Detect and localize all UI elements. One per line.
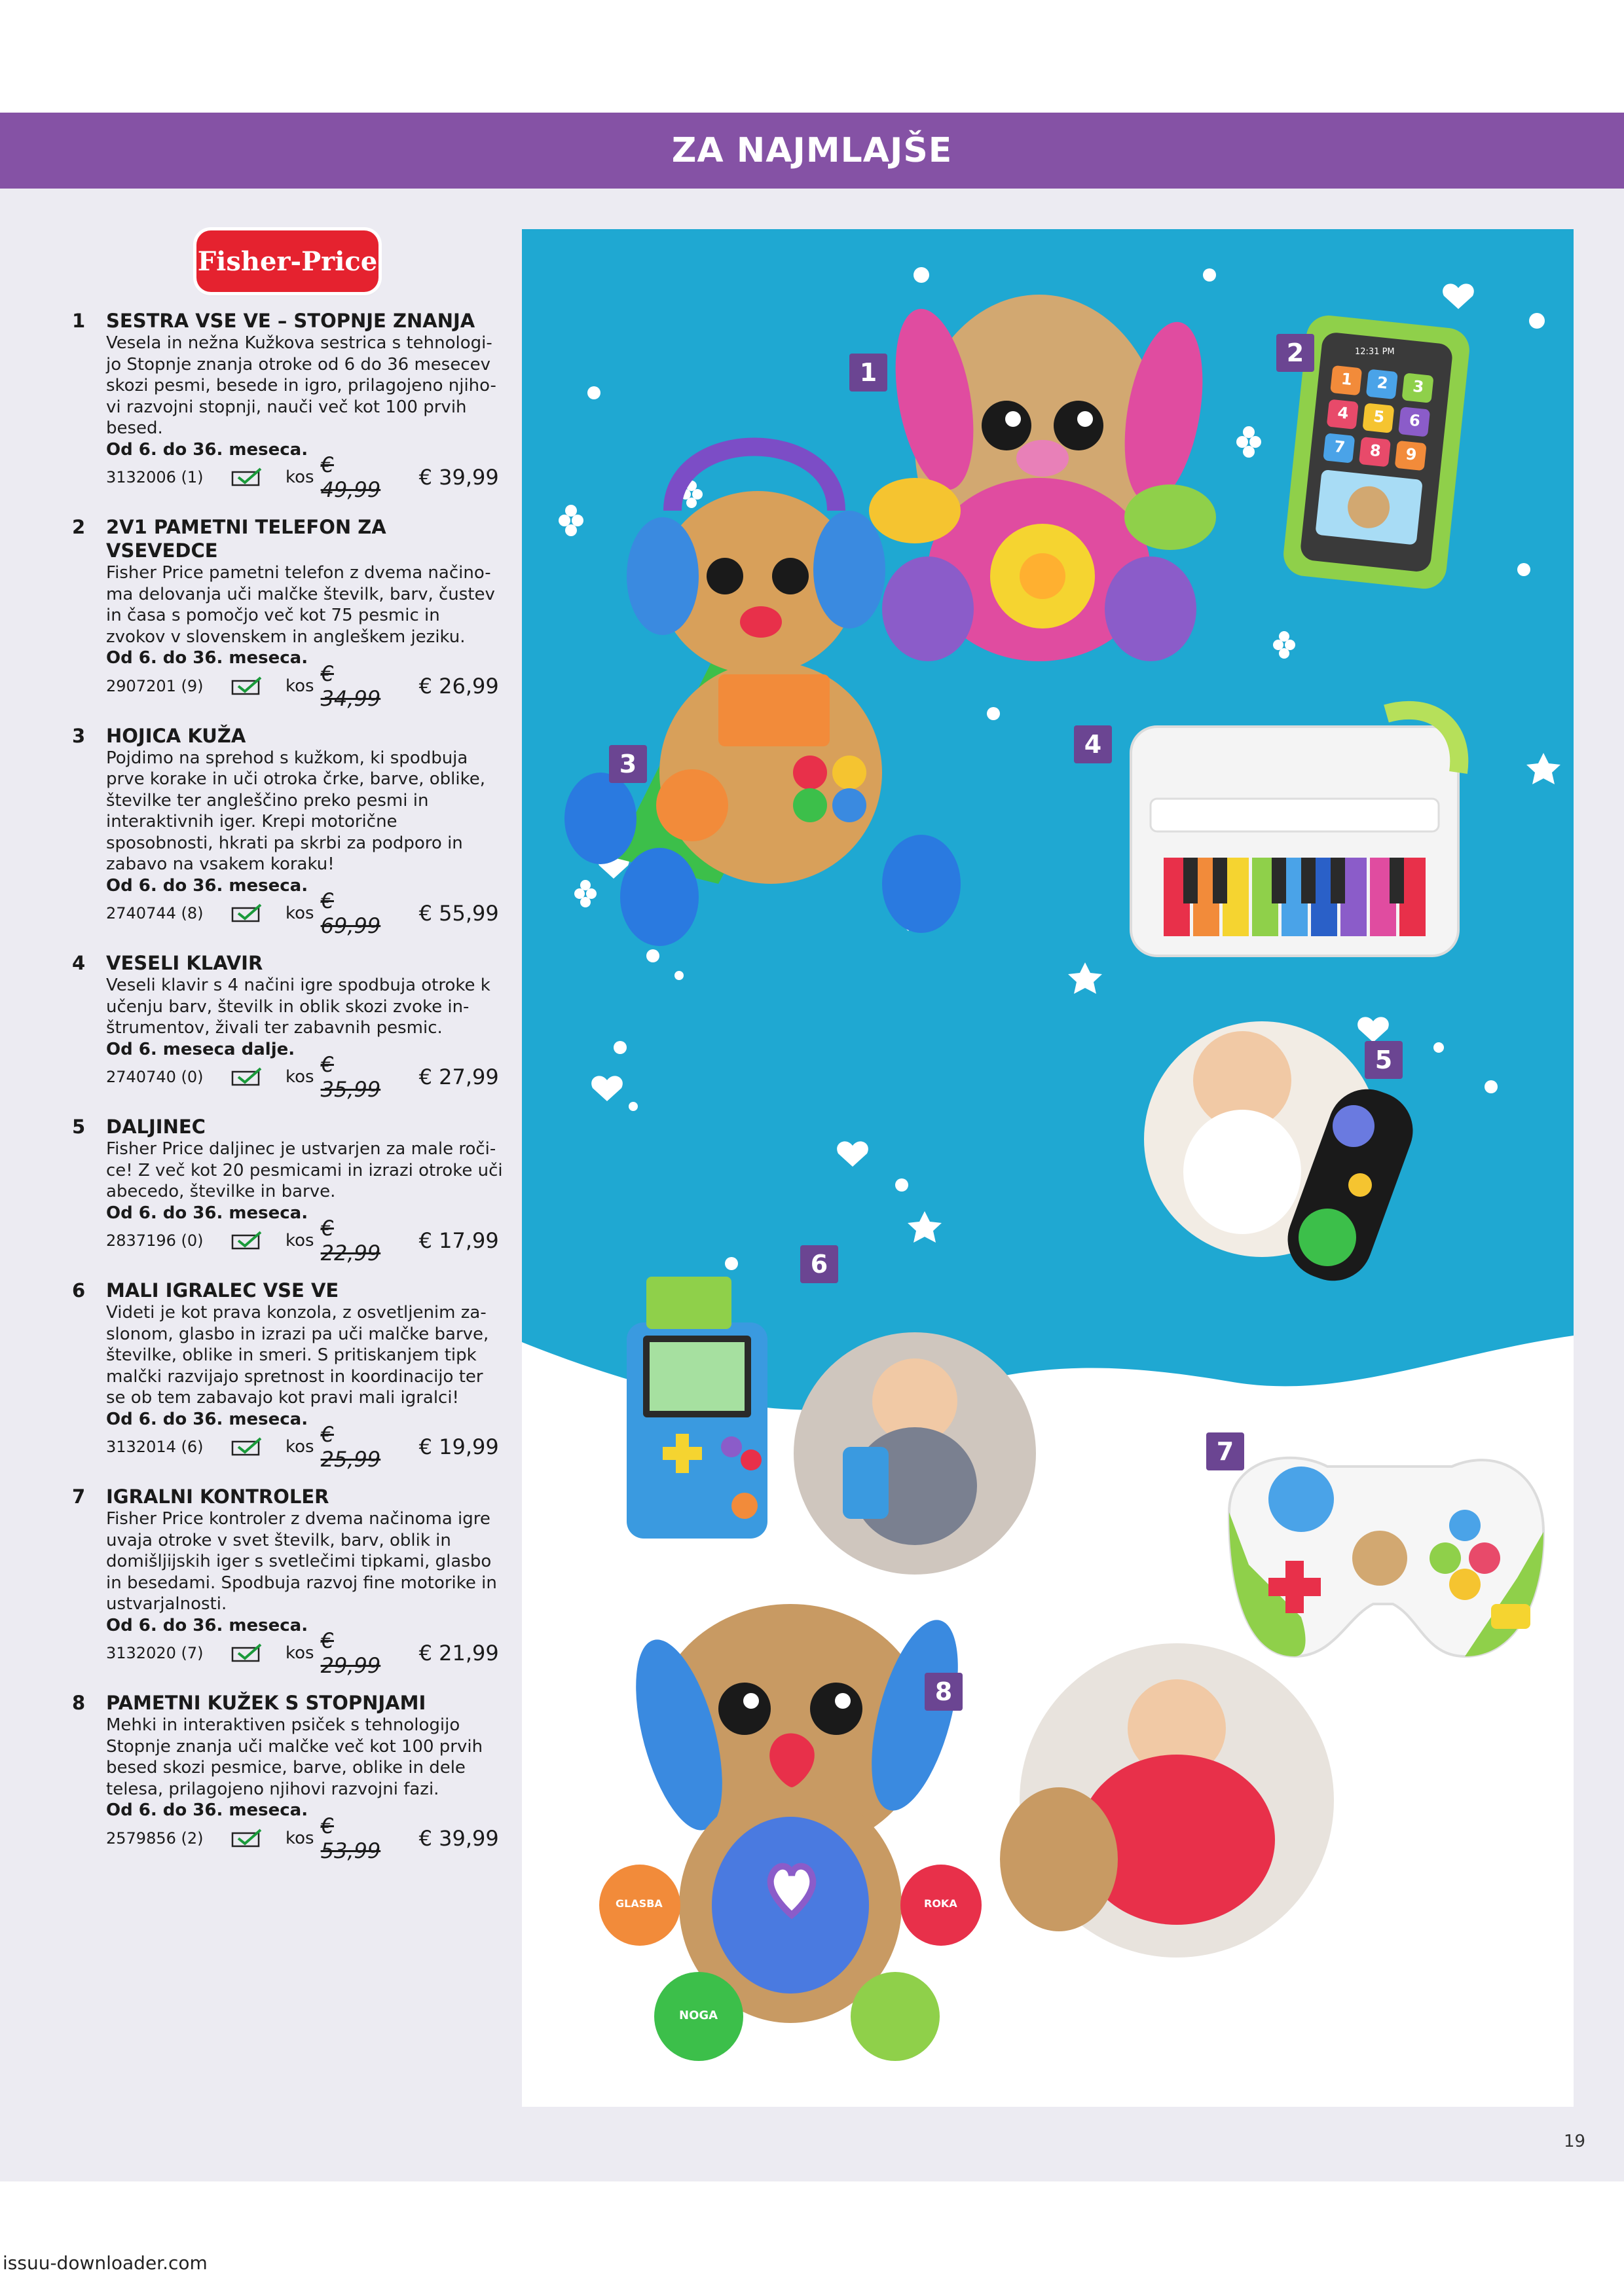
product-code: 3132014 (6) xyxy=(106,1438,204,1456)
old-price: € 53,99 xyxy=(320,1813,381,1863)
product-number: 5 xyxy=(72,1116,86,1138)
product-age: Od 6. do 36. meseca. xyxy=(106,439,308,460)
unit-label: kos xyxy=(286,467,314,487)
product-age: Od 6. do 36. meseca. xyxy=(106,1409,308,1429)
stock-check-icon xyxy=(231,1230,265,1251)
sale-price: € 26,99 xyxy=(418,673,499,699)
badge-4: 4 xyxy=(1074,725,1112,763)
stock-check-icon xyxy=(231,1643,265,1664)
product-age: Od 6. meseca dalje. xyxy=(106,1039,295,1059)
badge-5: 5 xyxy=(1365,1041,1403,1079)
product-description: Mehki in interaktiven psiček s tehnologijo Stopnje znanja uči malčke več kot 100 prvih besed skozi pesmice, barve, oblike in dele telesa, prilagojeno njihovi razvojni fazi. xyxy=(106,1715,483,1799)
badge-8: 8 xyxy=(925,1673,963,1711)
old-price: € 29,99 xyxy=(320,1628,381,1678)
product-number: 1 xyxy=(72,310,86,332)
section-banner xyxy=(0,113,1624,189)
product-title-row xyxy=(72,951,504,975)
product-description: Vesela in nežna Kužkova sestrica s tehnologi-jo Stopnje znanja otroke od 6 do 36 mesecev skozi pesmi, besede in igro, prilagojeno njiho-vi razvojni stopnji, nauči več kot 100 prvih besed. xyxy=(106,333,496,438)
badge-1: 1 xyxy=(849,354,887,392)
product-description: Veseli klavir s 4 načini igre spodbuja otroke k učenju barv, številk in oblik skozi zvoke in-štrumentov, živali ter zabavnih pesmic. xyxy=(106,975,490,1038)
product-number: 3 xyxy=(72,724,86,747)
product-body xyxy=(106,333,504,502)
unit-label: kos xyxy=(286,1067,314,1087)
plush-label-foot: NOGA xyxy=(679,2009,718,2022)
badge-2: 2 xyxy=(1276,334,1314,372)
sale-price: € 21,99 xyxy=(418,1641,499,1666)
product-body xyxy=(106,975,504,1102)
product-body xyxy=(106,1508,504,1678)
product-item xyxy=(72,1279,504,1472)
stock-check-icon xyxy=(231,1436,265,1457)
unit-label: kos xyxy=(286,1231,314,1250)
product-code: 2740740 (0) xyxy=(106,1068,204,1086)
product-number: 6 xyxy=(72,1279,86,1302)
old-price: € 69,99 xyxy=(320,888,381,938)
product-body xyxy=(106,1715,504,1863)
unit-label: kos xyxy=(286,903,314,923)
product-price-row xyxy=(106,661,504,711)
badge-7: 7 xyxy=(1206,1432,1244,1470)
unit-label: kos xyxy=(286,1437,314,1457)
product-body xyxy=(106,748,504,938)
phone-key: 4 xyxy=(1337,403,1350,423)
product-description: Pojdimo na sprehod s kužkom, ki spodbuja prve korake in uči otroka črke, barve, oblike, številke ter angleščino preko pesmi in interaktivnih iger. Krepi motorične sposobnosti, hkrati pa skrbi za podporo in zabavo na vsakem koraku! xyxy=(106,748,485,874)
product-code: 2579856 (2) xyxy=(106,1829,204,1848)
product-description: Fisher Price pametni telefon z dvema načino-ma delovanja uči malčke številk, barv, čustev in časa s pomočjo več kot 75 pesmic in zvokov v slovenskem in angleškem jeziku. xyxy=(106,563,495,647)
product-code: 3132006 (1) xyxy=(106,468,204,486)
phone-key: 6 xyxy=(1408,410,1422,431)
sale-price: € 55,99 xyxy=(418,901,499,926)
product-price-row xyxy=(106,1628,504,1678)
product-image-7 xyxy=(1229,1458,1543,1656)
product-title: HOJICA KUŽA xyxy=(106,724,246,747)
product-item xyxy=(72,951,504,1102)
old-price: € 49,99 xyxy=(320,452,381,502)
product-number: 8 xyxy=(72,1692,86,1714)
sale-price: € 27,99 xyxy=(418,1065,499,1089)
old-price: € 22,99 xyxy=(320,1216,381,1266)
product-code: 2740744 (8) xyxy=(106,904,204,922)
product-item xyxy=(72,1115,504,1266)
product-number: 2 xyxy=(72,516,86,538)
plush-label-right-paw: ROKA xyxy=(924,1897,957,1910)
product-title-row xyxy=(72,1279,504,1302)
phone-key: 8 xyxy=(1369,441,1382,461)
sale-price: € 39,99 xyxy=(418,465,499,490)
stock-check-icon xyxy=(231,903,265,924)
product-photo-collage xyxy=(522,229,1574,2107)
product-item xyxy=(72,1485,504,1678)
phone-key: 1 xyxy=(1340,369,1354,390)
old-price: € 34,99 xyxy=(320,661,381,711)
stock-check-icon xyxy=(231,676,265,697)
product-price-row xyxy=(106,452,504,502)
product-age: Od 6. do 36. meseca. xyxy=(106,875,308,896)
badge-6: 6 xyxy=(800,1245,838,1283)
product-title-row xyxy=(72,1115,504,1139)
phone-key: 3 xyxy=(1412,376,1425,397)
product-price-row xyxy=(106,1216,504,1266)
phone-key: 5 xyxy=(1372,407,1386,427)
product-title-row xyxy=(72,1691,504,1715)
product-code: 2907201 (9) xyxy=(106,676,204,695)
product-image-1 xyxy=(869,295,1216,661)
fisher-price-logo xyxy=(196,230,378,292)
product-title: IGRALNI KONTROLER xyxy=(106,1485,329,1508)
product-body xyxy=(106,562,504,711)
stock-check-icon xyxy=(231,1828,265,1849)
product-body xyxy=(106,1302,504,1472)
unit-label: kos xyxy=(286,1643,314,1663)
product-price-row xyxy=(106,1052,504,1102)
sale-price: € 19,99 xyxy=(418,1434,499,1459)
product-item xyxy=(72,515,504,711)
sale-price: € 17,99 xyxy=(418,1228,499,1253)
product-price-row xyxy=(106,1813,504,1863)
phone-key: 2 xyxy=(1376,373,1389,393)
product-age: Od 6. do 36. meseca. xyxy=(106,1203,308,1223)
product-age: Od 6. do 36. meseca. xyxy=(106,1615,308,1635)
phone-screen-time: 12:31 PM xyxy=(1355,347,1395,357)
product-title: 2V1 PAMETNI TELEFON ZA VSEVEDCE xyxy=(106,516,386,562)
stock-check-icon xyxy=(231,1066,265,1087)
product-item xyxy=(72,309,504,502)
page-number: 19 xyxy=(1564,2132,1586,2151)
badge-3: 3 xyxy=(609,745,647,783)
product-image-4 xyxy=(1131,710,1459,956)
product-price-row xyxy=(106,888,504,938)
product-description: Videti je kot prava konzola, z osvetljenim za-slonom, glasbo in izrazi pa uči malčke barve, številke, oblike in smeri. S pritiskanjem tipk malčki razvijajo spretnost in koordinacijo ter se ob tem zabavajo kot pravi mali igralci! xyxy=(106,1303,489,1408)
old-price: € 25,99 xyxy=(320,1422,381,1472)
product-price-row xyxy=(106,1422,504,1472)
product-age: Od 6. do 36. meseca. xyxy=(106,648,308,668)
sale-price: € 39,99 xyxy=(418,1825,499,1851)
section-title: ZA NAJMLAJŠE xyxy=(671,131,953,170)
unit-label: kos xyxy=(286,676,314,696)
product-age: Od 6. do 36. meseca. xyxy=(106,1800,308,1820)
product-code: 3132020 (7) xyxy=(106,1644,204,1662)
product-title: DALJINEC xyxy=(106,1116,206,1138)
unit-label: kos xyxy=(286,1828,314,1848)
watermark-text: issuu-downloader.com xyxy=(3,2252,208,2274)
product-title-row xyxy=(72,724,504,748)
stock-check-icon xyxy=(231,467,265,488)
product-title: SESTRA VSE VE – STOPNJE ZNANJA xyxy=(106,310,475,332)
logo-text: Fisher-Price xyxy=(197,246,378,277)
product-title: VESELI KLAVIR xyxy=(106,952,263,974)
phone-key: 7 xyxy=(1333,437,1346,457)
phone-keypad xyxy=(1323,367,1437,467)
product-body xyxy=(106,1139,504,1266)
product-title-row xyxy=(72,309,504,333)
collage-illustration xyxy=(522,229,1574,2107)
product-title-row xyxy=(72,515,504,562)
old-price: € 35,99 xyxy=(320,1052,381,1102)
product-number: 4 xyxy=(72,952,86,974)
product-title: MALI IGRALEC VSE VE xyxy=(106,1279,339,1302)
product-list xyxy=(72,309,504,1876)
product-number: 7 xyxy=(72,1485,86,1508)
product-title: PAMETNI KUŽEK S STOPNJAMI xyxy=(106,1692,426,1714)
product-image-8 xyxy=(599,1604,1334,2061)
product-title-row xyxy=(72,1485,504,1508)
product-code: 2837196 (0) xyxy=(106,1231,204,1250)
product-description: Fisher Price kontroler z dvema načinoma igre uvaja otroke v svet številk, barv, oblik in domišljijskih iger s svetlečimi tipkami, glasbo in besedami. Spodbuja razvoj fine motorike in ustvarjalnosti. xyxy=(106,1509,497,1614)
plush-label-left-paw: GLASBA xyxy=(616,1897,663,1910)
product-item xyxy=(72,724,504,938)
product-description: Fisher Price daljinec je ustvarjen za male roči-ce! Z več kot 20 pesmicami in izrazi otroke uči abecedo, številke in barve. xyxy=(106,1139,503,1201)
phone-key: 9 xyxy=(1405,445,1418,464)
product-item xyxy=(72,1691,504,1863)
